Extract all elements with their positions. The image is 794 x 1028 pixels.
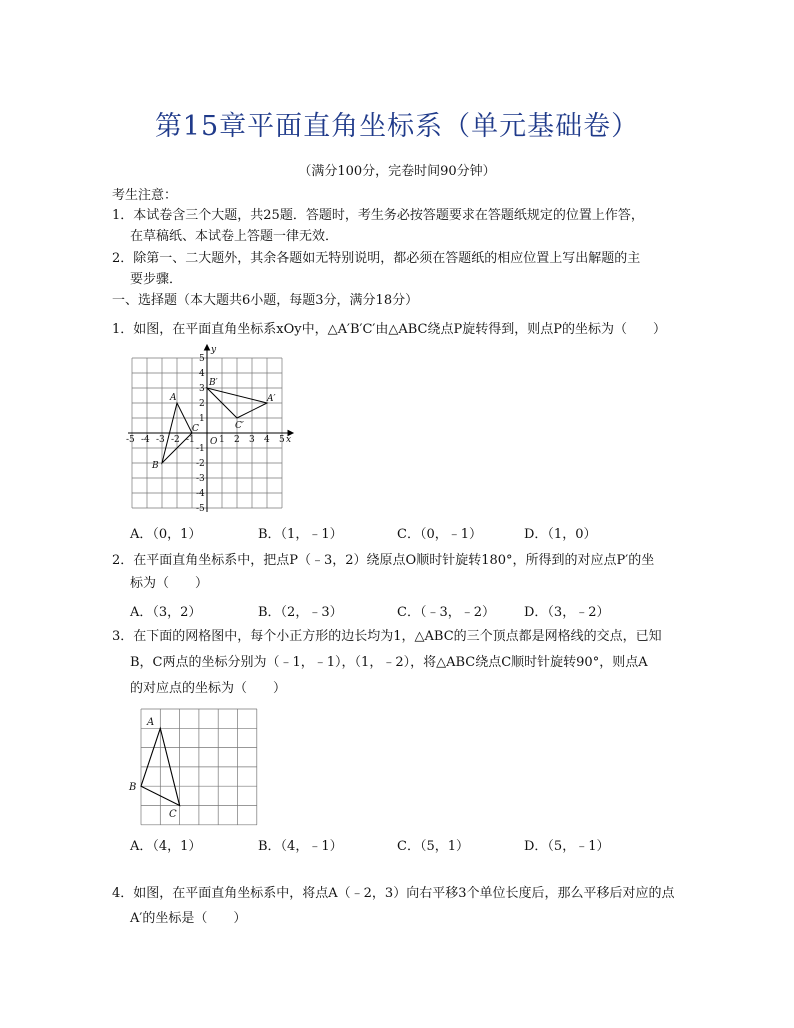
q2-stem-cont: 标为（ ） <box>130 576 209 591</box>
y-axis-label: y <box>211 345 217 355</box>
point-label-c: C <box>192 424 199 434</box>
x-tick: 4 <box>264 435 270 445</box>
q3-option-b[interactable]: B．（4，﹣1） <box>258 839 343 854</box>
q1-option-c[interactable]: C．（0，﹣1） <box>397 527 482 542</box>
point-label-b: B <box>152 461 159 471</box>
point-label-b: B <box>129 782 137 793</box>
q3-stem-cont2: 的对应点的坐标为（ ） <box>130 681 287 696</box>
notice-heading: 考生注意： <box>112 188 178 203</box>
y-tick: -1 <box>196 444 205 454</box>
exam-info: （满分100分，完卷时间90分钟） <box>298 164 496 179</box>
q3-grid-figure <box>128 705 263 827</box>
notice-item-2: 2．除第一、二大题外，其余各题如无特别说明，都必须在答题纸的相应位置上写出解题的主 <box>112 251 641 266</box>
page-title: 第15章平面直角坐标系（单元基础卷） <box>154 111 640 142</box>
y-tick: 2 <box>199 399 205 409</box>
origin-label: O <box>210 437 218 447</box>
point-label-c: C <box>169 809 177 820</box>
point-label-a: A <box>170 393 177 403</box>
y-tick: -4 <box>196 489 205 499</box>
x-tick: -5 <box>126 435 135 445</box>
y-tick: -3 <box>196 474 205 484</box>
q3-option-d[interactable]: D．（5，﹣1） <box>524 839 610 854</box>
q3-stem: 3．在下面的网格图中，每个小正方形的边长均为1，△ABC的三个顶点都是网格线的交点，已知 <box>112 629 662 644</box>
point-label-a: A <box>147 717 155 728</box>
y-tick: 5 <box>199 354 205 364</box>
y-tick: 3 <box>199 384 205 394</box>
q4-stem-cont: A′的坐标是（ ） <box>130 911 247 926</box>
y-tick: -2 <box>196 459 205 469</box>
x-tick: -2 <box>171 435 180 445</box>
q3-option-a[interactable]: A．（4，1） <box>130 839 202 854</box>
q2-stem: 2．在平面直角坐标系中，把点P（﹣3，2）绕原点O顺时针旋转180°，所得到的对应点P′的坐 <box>112 553 655 568</box>
q3-option-c[interactable]: C．（5，1） <box>397 839 469 854</box>
q1-option-d[interactable]: D．（1，0） <box>524 527 597 542</box>
q2-option-a[interactable]: A．（3，2） <box>130 605 202 620</box>
x-tick: -3 <box>156 435 165 445</box>
y-tick: -5 <box>196 504 205 513</box>
point-label-b1: B′ <box>209 378 218 388</box>
notice-item-2-cont: 要步骤． <box>130 272 183 287</box>
x-tick: -1 <box>186 435 195 445</box>
q4-stem: 4．如图，在平面直角坐标系中，将点A（﹣2，3）向右平移3个单位长度后，那么平移后对应的点 <box>112 886 675 901</box>
y-tick: 1 <box>199 414 205 424</box>
point-label-c1: C′ <box>235 421 244 431</box>
notice-item-1-cont: 在草稿纸、本试卷上答题一律无效． <box>130 229 339 244</box>
q2-option-c[interactable]: C．（﹣3，﹣2） <box>397 605 495 620</box>
q3-stem-cont: B，C两点的坐标分别为（﹣1，﹣1），（1，﹣2），将△ABC绕点C顺时针旋转90°，则点A <box>130 655 648 670</box>
x-axis-label: x <box>286 435 292 445</box>
x-tick: 1 <box>219 435 225 445</box>
x-tick: 5 <box>279 435 285 445</box>
y-tick: 4 <box>199 369 205 379</box>
q1-stem: 1．如图，在平面直角坐标系xOy中，△A′B′C′由△ABC绕点P旋转得到，则点P的坐标为（ ） <box>112 322 666 337</box>
q1-coordinate-figure <box>122 343 297 513</box>
x-tick: 3 <box>249 435 255 445</box>
point-label-a1: A′ <box>267 394 276 404</box>
x-tick: 2 <box>234 435 240 445</box>
q1-option-a[interactable]: A．（0，1） <box>130 527 202 542</box>
q1-option-b[interactable]: B．（1，﹣1） <box>258 527 343 542</box>
section-heading: 一、选择题（本大题共6小题，每题3分，满分18分） <box>112 293 419 308</box>
notice-item-1: 1．本试卷含三个大题，共25题．答题时，考生务必按答题要求在答题纸规定的位置上作答， <box>112 208 644 223</box>
q2-option-d[interactable]: D．（3，﹣2） <box>524 605 610 620</box>
q2-option-b[interactable]: B．（2，﹣3） <box>258 605 343 620</box>
x-tick: -4 <box>141 435 150 445</box>
